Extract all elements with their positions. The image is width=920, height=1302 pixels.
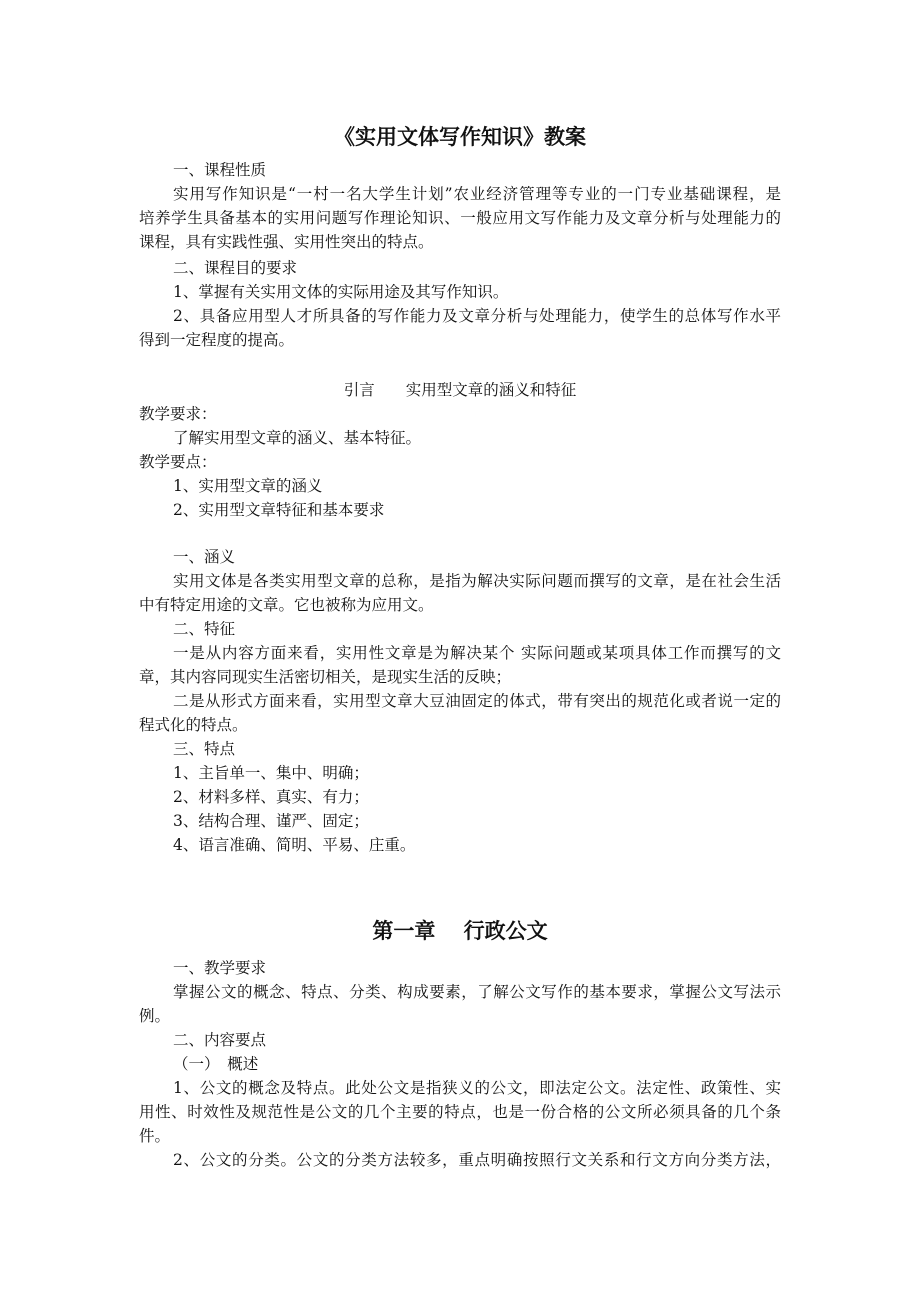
list-item: 1、主旨单一、集中、明确； <box>173 764 369 782</box>
paragraph-line: 程式化的特点。 <box>139 716 248 734</box>
document-title: 《实用文体写作知识》教案 <box>334 125 586 149</box>
section-heading: 一、教学要求 <box>173 959 267 977</box>
paragraph-line: 用性、时效性及规范性是公文的几个主要的特点，也是一份合格的公文所必须具备的几个条 <box>139 1103 781 1121</box>
section-heading: 二、内容要点 <box>173 1031 267 1049</box>
paragraph-line: 例。 <box>139 1007 171 1025</box>
paragraph-line: 件。 <box>139 1127 171 1145</box>
label: 教学要点： <box>139 453 217 471</box>
paragraph-line: 课程，具有实践性强、实用性突出的特点。 <box>139 233 434 251</box>
paragraph-line: 1、公文的概念及特点。此处公文是指狭义的公文，即法定公文。法定性、政策性、实 <box>173 1079 781 1097</box>
paragraph-line: 实用文体是各类实用型文章的总称，是指为解决实际问题而撰写的文章，是在社会生活 <box>173 572 781 590</box>
list-item: 得到一定程度的提高。 <box>139 331 295 349</box>
list-item: 4、语言准确、简明、平易、庄重。 <box>173 836 416 854</box>
list-item: 2、具备应用型人才所具备的写作能力及文章分析与处理能力，使学生的总体写作水平 <box>173 307 781 325</box>
section-heading: 三、特点 <box>173 740 236 758</box>
paragraph-line: 2、公文的分类。公文的分类方法较多，重点明确按照行文关系和行文方向分类方法， <box>173 1151 781 1169</box>
chapter-title: 第一章 行政公文 <box>372 919 548 943</box>
paragraph-line: 培养学生具备基本的实用问题写作理论知识、一般应用文写作能力及文章分析与处理能力的 <box>139 209 781 227</box>
section-heading: 二、特征 <box>173 620 236 638</box>
list-item: 1、实用型文章的涵义 <box>173 477 323 495</box>
list-item: 2、材料多样、真实、有力； <box>173 788 369 806</box>
section-heading: 二、课程目的要求 <box>173 259 298 277</box>
paragraph-line: 二是从形式方面来看，实用型文章大豆油固定的体式，带有突出的规范化或者说一定的 <box>173 692 781 710</box>
list-item: 1、掌握有关实用文体的实际用途及其写作知识。 <box>173 283 509 301</box>
paragraph-line: 掌握公文的概念、特点、分类、构成要素，了解公文写作的基本要求，掌握公文写法示 <box>173 983 781 1001</box>
list-item: 2、实用型文章特征和基本要求 <box>173 501 385 519</box>
section-heading: 一、课程性质 <box>173 161 267 179</box>
list-item: 3、结构合理、谨严、固定； <box>173 812 369 830</box>
section-heading: 一、涵义 <box>173 548 236 566</box>
paragraph-line: 实用写作知识是“一村一名大学生计划”农业经济管理等专业的一门专业基础课程，是 <box>173 185 781 203</box>
label: 教学要求： <box>139 405 217 423</box>
intro-heading: 引言 实用型文章的涵义和特征 <box>343 381 577 399</box>
subsection-heading: （一） 概述 <box>173 1055 259 1073</box>
paragraph-line: 了解实用型文章的涵义、基本特征。 <box>173 429 422 447</box>
paragraph-line: 一是从内容方面来看，实用性文章是为解决某个 实际问题或某项具体工作而撰写的文 <box>173 644 781 662</box>
paragraph-line: 章，其内容同现实生活密切相关，是现实生活的反映； <box>139 668 512 686</box>
paragraph-line: 中有特定用途的文章。它也被称为应用文。 <box>139 596 434 614</box>
